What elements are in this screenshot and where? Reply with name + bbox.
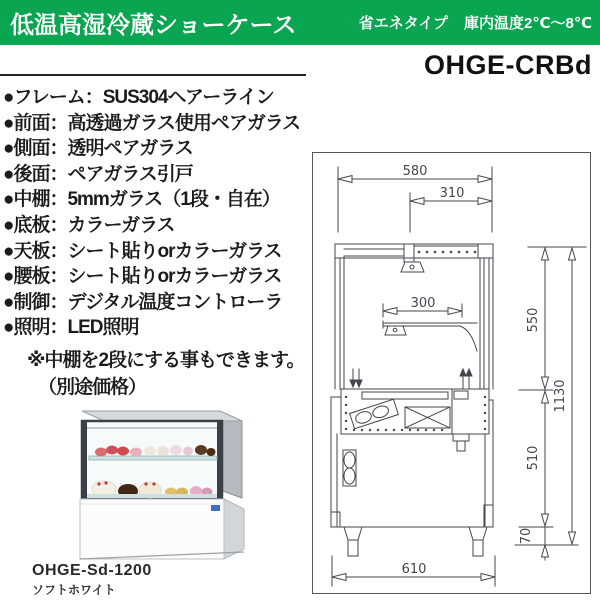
dim-label-510: 510 [526,445,541,471]
spec-item-front: ●前面：高透過ガラス使用ペアガラス [3,112,301,134]
base-cabinet [331,397,493,556]
dim-label-310: 310 [439,186,465,201]
product-color-label: ソフトホワイト [32,583,116,597]
spec-item-control: ●制御：デジタル温度コントローラ [3,291,283,313]
condenser-coil [343,450,356,486]
frame-post-left [82,421,87,498]
model-number: OHGE-CRBd [424,50,592,80]
lamp-fixture [401,262,424,272]
dim-label-1130: 1130 [553,379,568,413]
evaporator-coil [350,399,399,428]
dim-shelf-width [383,296,462,317]
dim-top-offset [410,186,492,232]
dim-top-width [338,164,492,232]
legs [344,527,487,556]
spec-note: ※中棚を2段にする事もできます。 [27,350,305,371]
middle-shelf [383,321,477,351]
page-title: 低温高湿冷蔵ショーケース [10,12,297,39]
machine-compartment [341,389,489,451]
case-top-frame [82,411,242,421]
drain-pipe [453,434,469,451]
case-side-panel [220,411,242,498]
dim-label-580: 580 [402,164,428,179]
height-dimensions [515,247,586,560]
showcase-upper-body [335,244,493,389]
technical-drawing [313,153,590,593]
header-subtitle [359,12,592,33]
base-front [80,499,224,559]
technical-drawing-box [312,152,591,594]
airflow-arrows [350,369,472,388]
fan-unit [405,407,450,428]
dim-label-610: 610 [401,562,427,577]
spec-list [3,85,323,341]
spec-item-waist: ●腰板：シート貼りorカラーガラス [3,266,282,288]
dim-label-70: 70 [519,527,534,545]
spec-item-side: ●側面：透明ペアガラス [3,138,193,160]
frame-post-right [217,421,222,498]
spec-item-shelf: ●中棚：5mmガラス（1段・自在） [3,189,280,211]
temp-range-label: 庫内温度2℃～8℃ [463,15,592,32]
divider-line [0,74,306,76]
base-side [224,499,244,559]
display-floor [87,494,217,498]
glass-shelf [89,456,217,460]
product-photo [74,406,249,562]
product-model-label: OHGE-Sd-1200 [32,562,152,579]
spec-item-top: ●天板：シート貼りorカラーガラス [3,240,282,262]
eco-type-label: 省エネタイプ [358,15,448,32]
spec-item-rear: ●後面：ペアガラス引戸 [3,163,193,185]
dim-label-300: 300 [410,296,436,311]
header-bar [0,0,600,45]
vent-dots [345,396,486,431]
spec-note-price: （別途価格） [38,377,147,398]
perforation-dots [418,251,477,254]
dim-label-550: 550 [526,307,541,333]
dim-base-width [332,556,495,586]
spec-item-frame: ●フレーム：SUS304ヘアーライン [3,87,274,108]
brand-logo [211,505,220,511]
spec-item-light: ●照明：LED照明 [3,317,139,339]
spec-item-bottom: ●底板：カラーガラス [3,214,175,236]
